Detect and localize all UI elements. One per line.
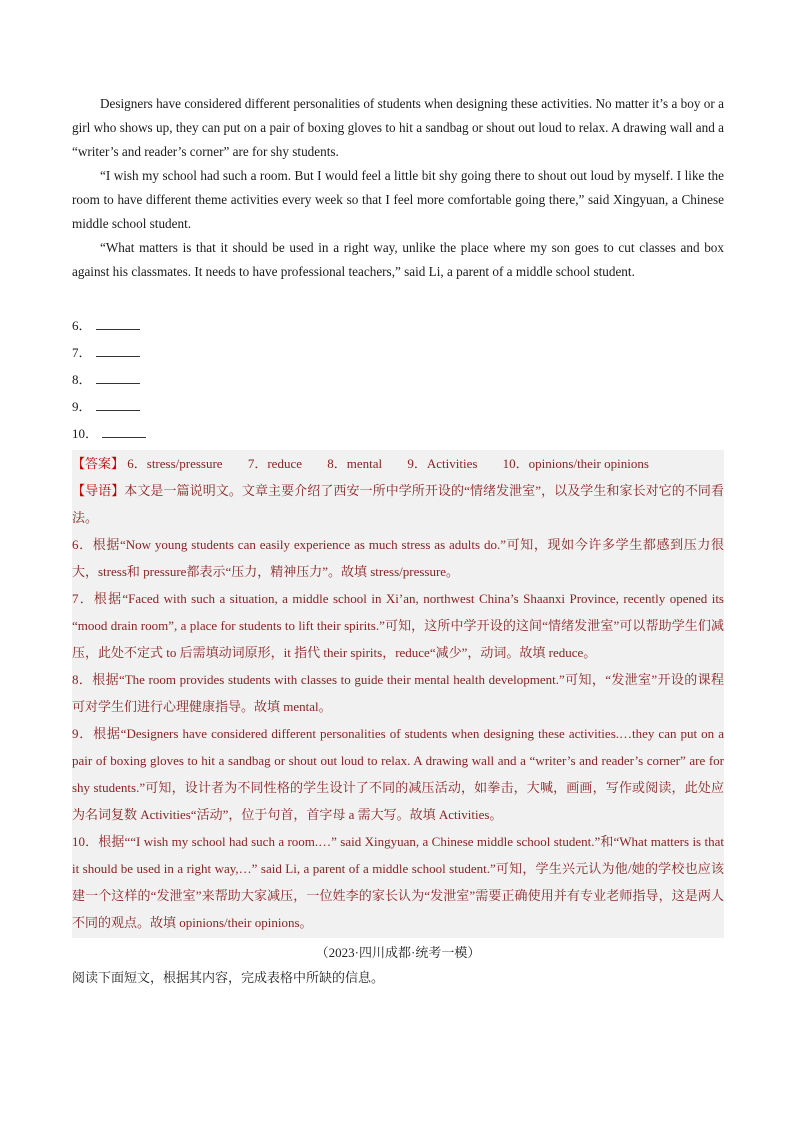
blank-7 <box>72 339 724 366</box>
blank-line <box>96 342 140 357</box>
answer-blanks <box>72 312 724 447</box>
answer-tag: 【答案】 <box>72 456 125 471</box>
blank-number: 6． <box>72 318 92 333</box>
answer-row <box>72 450 724 477</box>
question-instruction: 阅读下面短文，根据其内容，完成表格中所缺的信息。 <box>72 970 385 985</box>
blank-line <box>96 315 140 330</box>
answer-item: 7．reduce <box>247 456 302 471</box>
blank-10 <box>72 420 724 447</box>
blank-line <box>96 369 140 384</box>
blank-8 <box>72 366 724 393</box>
answer-item: 8．mental <box>327 456 383 471</box>
guide-tag: 【导语】 <box>72 483 125 498</box>
blank-6 <box>72 312 724 339</box>
blank-number: 9． <box>72 399 92 414</box>
answer-item: 6．stress/pressure <box>127 456 223 471</box>
explanation-9: 9．根据“Designers have considered different personalities of students when designing these activities.…they can put on a pair of boxing gloves to hit a sandbag or shout out loud to relax. A drawing wall and a “writer’s and reader’s corner” are for shy students.”可知，设计者为不同性格的学生设计了不同的减压活动，如拳击，大喊，画画，写作或阅读，此处应为名词复数 Activities“活动”，位于句首，首字母 a 需大写。故填 Activities。 <box>72 726 724 822</box>
answer-section <box>72 450 724 938</box>
document-page <box>72 92 724 986</box>
blank-number: 7． <box>72 345 92 360</box>
passage-paragraph-2: “I wish my school had such a room. But I would feel a little bit shy going there to shout out loud by myself. I like the room to have different theme activities every week so that I feel more comfortable going there,” said Xingyuan, a Chinese middle school student. <box>72 168 724 231</box>
blank-number: 8． <box>72 372 92 387</box>
guide-row <box>72 477 724 531</box>
explanation-7: 7．根据“Faced with such a situation, a middle school in Xi’an, northwest China’s Shaanxi Province, recently opened its “mood drain room”, a place for students to lift their spirits.”可知，这所中学开设的这间“情绪发泄室”可以帮助学生们减压，此处不定式 to 后需填动词原形，it 指代 their spirits，reduce“减少”，动词。故填 reduce。 <box>72 591 724 660</box>
guide-text: 本文是一篇说明文。文章主要介绍了西安一所中学所开设的“情绪发泄室”，以及学生和家长对它的不同看法。 <box>72 483 724 525</box>
blank-line <box>96 396 140 411</box>
blank-9 <box>72 393 724 420</box>
explanation-10: 10．根据““I wish my school had such a room.…” said Xingyuan, a Chinese middle school student.”和“What matters is that it should be used in a right way,…” said Li, a parent of a middle school student.”可知，学生兴元认为他/她的学校也应该建一个这样的“发泄室”来帮助大家减压，一位姓李的家长认为“发泄室”需要正确使用并有专业老师指导，这是两人不同的观点。故填 opinions/their opinions。 <box>72 834 724 930</box>
blank-line <box>102 423 146 438</box>
passage-paragraph-3: “What matters is that it should be used in a right way, unlike the place where my son goes to cut classes and box against his classmates. It needs to have professional teachers,” said Li, a parent of a middle school student. <box>72 240 724 279</box>
answer-item: 9．Activities <box>407 456 478 471</box>
passage-paragraph-1: Designers have considered different personalities of students when designing these activities. No matter it’s a boy or a girl who shows up, they can put on a pair of boxing gloves to hit a sandbag or shout out loud to relax. A drawing wall and a “writer’s and reader’s corner” are for shy students. <box>72 96 724 159</box>
answer-item: 10．opinions/their opinions <box>502 456 649 471</box>
passage <box>72 92 724 284</box>
explanation-8: 8．根据“The room provides students with classes to guide their mental health development.”可知，“发泄室”开设的课程可对学生们进行心理健康指导。故填 mental。 <box>72 672 724 714</box>
question-source: （2023·四川成都·统考一模） <box>315 945 481 960</box>
blank-number: 10． <box>72 426 99 441</box>
explanation-6: 6．根据“Now young students can easily experience as much stress as adults do.”可知，现如今许多学生都感到压力很大，stress和 pressure都表示“压力，精神压力”。故填 stress/pressure。 <box>72 537 724 579</box>
